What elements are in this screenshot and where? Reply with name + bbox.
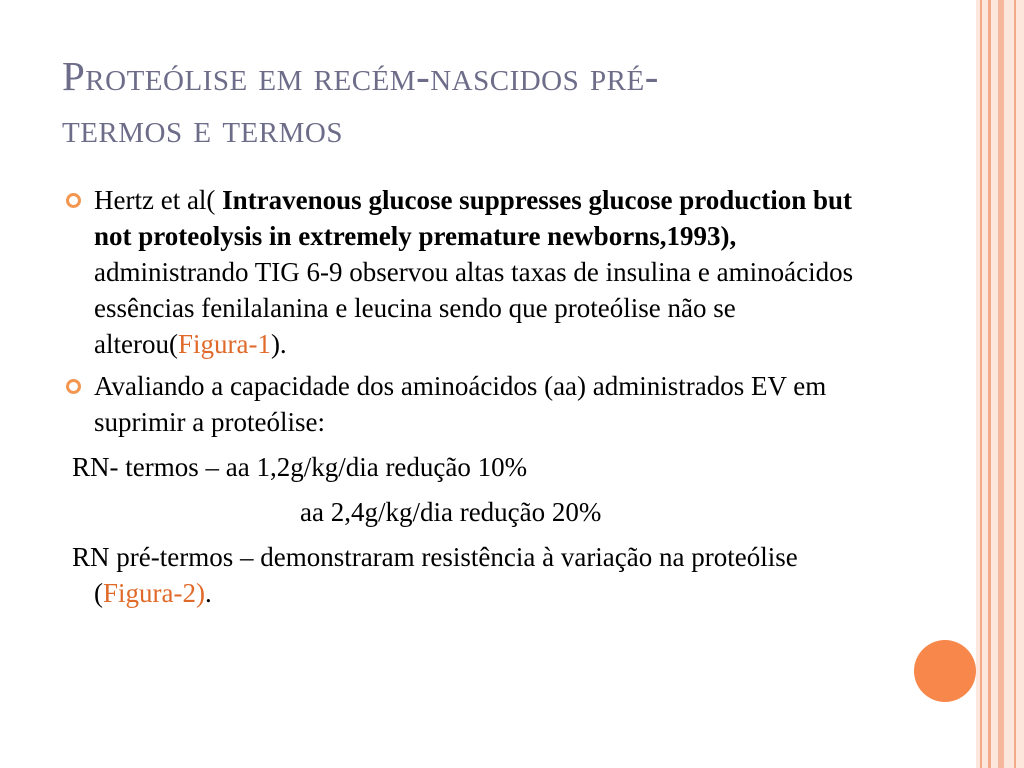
decorative-stripe: [998, 0, 1004, 768]
bullet-circle-icon: [66, 193, 81, 208]
bullet-body: administrando TIG 6-9 observou altas taxas de insulina e aminoácidos essências fenilalanina e leucina sendo que proteólise não se alterou(: [94, 257, 854, 359]
figure-2-link[interactable]: Figura-2): [103, 578, 205, 608]
bullet-text: Avaliando a capacidade dos aminoácidos (aa) administrados EV em suprimir a proteólise:: [94, 371, 827, 437]
rn-pre-text: RN pré-termos – demonstraram resistência à variação na proteólise (: [72, 542, 798, 608]
title-line-1: Proteólise em recém-nascidos pré-: [62, 53, 659, 99]
decorative-stripe: [980, 0, 982, 768]
slide-title: [62, 50, 862, 154]
bullet-prefix: Hertz et al(: [94, 185, 223, 215]
bullet-item-hertz: [62, 182, 872, 362]
aa-dose-line: aa 2,4g/kg/dia redução 20%: [300, 497, 602, 527]
orange-circle-decoration: [914, 640, 976, 702]
bullet-end: ).: [270, 329, 287, 359]
decorative-stripe: [1014, 0, 1016, 768]
bullet-item-avaliando: [62, 368, 872, 440]
slide-content: [62, 182, 872, 611]
rn-termos-line: RN- termos – aa 1,2g/kg/dia redução 10%: [72, 452, 528, 482]
rn-pre-termos-line: [62, 539, 872, 611]
bullet-circle-icon: [66, 379, 81, 394]
decorative-stripe: [988, 0, 991, 768]
figure-1-link[interactable]: Figura-1: [177, 329, 271, 359]
paper-title: Intravenous glucose suppresses glucose production but not proteolysis in extremely premature newborns,1993),: [94, 185, 853, 251]
rn-pre-end: .: [204, 578, 212, 608]
title-line-2: termos e termos: [62, 105, 343, 151]
